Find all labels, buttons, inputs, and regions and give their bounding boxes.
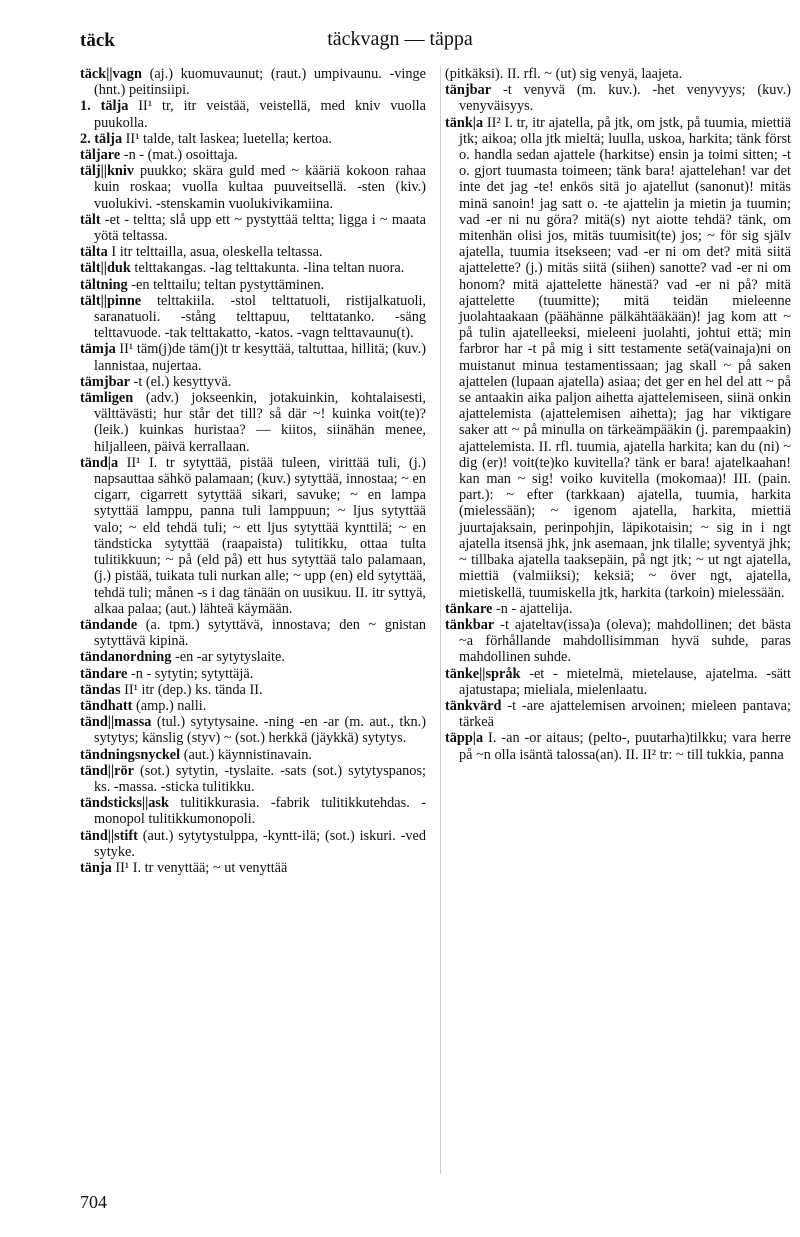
dictionary-entry <box>80 682 426 698</box>
dictionary-entry <box>445 601 791 617</box>
page-number: 704 <box>80 1192 107 1212</box>
entry-definition: (a. tpm.) sytyttävä, innostava; den ~ gnistan sytyttävä kipinä. <box>94 616 426 650</box>
entry-definition: telttakangas. -lag telttakunta. -lina teltan nuora. <box>130 260 405 277</box>
dictionary-entry <box>80 98 426 130</box>
dictionary-entry <box>80 341 426 373</box>
entry-headword: tänkbar <box>445 616 495 633</box>
dictionary-entry <box>80 795 426 827</box>
entry-headword: tänd||stift <box>80 827 138 844</box>
entry-headword: täpp|a <box>445 730 484 747</box>
column-divider <box>440 66 441 1174</box>
entry-definition: (aut.) sytytystulppa, -kyntt-ilä; (sot.) iskuri. -ved sytyke. <box>94 827 426 860</box>
dictionary-entry <box>445 66 791 82</box>
entry-definition: -en telttailu; teltan pystyttäminen. <box>127 276 325 293</box>
dictionary-entry <box>80 714 426 746</box>
entry-definition: II¹ talde, talt laskea; luetella; kertoa. <box>122 130 333 147</box>
entry-definition: -n - sytytin; sytyttäjä. <box>127 665 254 682</box>
dictionary-entry <box>80 455 426 617</box>
entry-definition: (pitkäksi). II. rfl. ~ (ut) sig venyä, laajeta. <box>445 66 683 82</box>
dictionary-entry <box>80 147 426 163</box>
entry-definition: -t -are ajattelemisen arvoinen; mieleen pantava; tärkeä <box>459 697 791 731</box>
dictionary-entry <box>445 82 791 114</box>
entry-definition: (aut.) käynnistinavain. <box>180 746 312 763</box>
entry-headword: tänkvärd <box>445 697 502 714</box>
entry-definition: -n - ajattelija. <box>492 600 573 617</box>
entry-definition: (amp.) nalli. <box>132 697 207 714</box>
entry-headword: tändande <box>80 616 138 633</box>
dictionary-entry <box>80 163 426 212</box>
entry-headword: tält <box>80 211 101 228</box>
entry-definition: -t (el.) kesyttyvä. <box>130 373 232 390</box>
entry-headword: tälta <box>80 244 108 261</box>
entry-headword: tälj||kniv <box>80 163 134 180</box>
entry-headword: tält||pinne <box>80 292 142 309</box>
entry-headword: tänjbar <box>445 82 492 99</box>
dictionary-entry <box>80 763 426 795</box>
entry-definition: puukko; skära guld med ~ kääriä kokoon rahaa kuin roskaa; vuolla kultaa puuveitsellä. -sten (kiv.) vuolukivi. -stenskamin vuolukivikamiina. <box>94 163 426 212</box>
entry-headword: tämjbar <box>80 373 131 390</box>
entry-definition: telttakiila. -stol telttatuoli, ristijalkatuoli, saranatuoli. -stång telttapuu, telttatanko. -säng telttavuode. -tak telttakatto, -katos. -vagn telttavaunu(t). <box>94 292 426 342</box>
entry-definition: (adv.) jokseenkin, jotakuinkin, kohtalaisesti, välttävästi; hur står det till? så där ~! kuinka voit(te)? (leik.) kuinkas huristaa? — kiitos, siinähän menee, hiljalleen, päivä kerrallaan. <box>94 390 426 455</box>
entry-headword: 2. tälja <box>80 130 123 147</box>
entry-headword: tändare <box>80 665 128 682</box>
entry-headword: tämligen <box>80 390 134 407</box>
entry-definition: II¹ täm(j)de täm(j)t tr kesyttää, taltuttaa, hillitä; (kuv.) lannistaa, nujertaa. <box>94 341 426 374</box>
entry-definition: II¹ itr (dep.) ks. tända II. <box>120 681 263 698</box>
entry-definition: -en -ar sytytyslaite. <box>171 649 285 666</box>
dictionary-entry <box>80 617 426 649</box>
dictionary-entry <box>80 66 426 98</box>
dictionary-entry <box>445 730 791 762</box>
dictionary-entry <box>80 828 426 860</box>
dictionary-entry <box>445 698 791 730</box>
entry-definition: -n - (mat.) osoittaja. <box>120 147 238 164</box>
dictionary-entry <box>445 115 791 601</box>
entry-headword: tänkare <box>445 600 493 617</box>
entry-headword: tämja <box>80 341 116 358</box>
entry-headword: täljare <box>80 147 121 164</box>
entry-headword: tänke||språk <box>445 665 521 682</box>
entry-definition: (aj.) kuomuvaunut; (raut.) umpivaunu. -vinge (hnt.) peitinsiipi. <box>94 66 426 99</box>
entry-range: täckvagn — täppa <box>327 28 473 50</box>
entry-headword: tändanordning <box>80 649 172 666</box>
entry-definition: tulitikkurasia. -fabrik tulitikkutehdas. -monopol tulitikkumonopoli. <box>94 795 426 828</box>
entry-headword: tänd||rör <box>80 762 134 779</box>
entry-headword: täck||vagn <box>80 66 142 82</box>
dictionary-entry <box>80 860 426 876</box>
dictionary-entry <box>80 277 426 293</box>
entry-definition: -et - mietelmä, mietelause, ajatelma. -sätt ajatustapa; mieliala, mielenlaatu. <box>459 665 791 698</box>
entry-definition: (tul.) sytytysaine. -ning -en -ar (m. aut., tkn.) sytytys; känslig (styv) ~ (sot.) herkkä (jäykkä) sytytys. <box>94 714 426 747</box>
right-column <box>445 66 791 763</box>
entry-headword: tältning <box>80 276 128 293</box>
dictionary-entry <box>80 747 426 763</box>
entry-definition: -et - teltta; slå upp ett ~ pystyttää teltta; ligga i ~ maata yötä teltassa. <box>94 211 426 245</box>
entry-headword: tänd|a <box>80 454 119 471</box>
dictionary-entry <box>445 666 791 698</box>
entry-definition: II² I. tr, itr ajatella, på jtk, om jstk, på tuumia, miettiä jtk; aikoa; olla jtk mieltä; luulla, uskoa, harkita; tänk först o. handla sedan ajattele (harkitse) ensin ja toimi sitten; -t o. gjort tuumasta toimeen; tänk bara! ajattelehan! var det inte det jag -te! enkös sitä jo ajatellut (sanonut)! mitäs minä sanoin! jag satt o. -te ajattelin ja mietin ja tuumin; vad -er ni nu göra? mitä(s) nyt aiotte tehdä? tänk, om mitenhän olisi jos, mitäs tuumisit(te) jos; ~ för sig själv ajatella, tuumia itsekseen; vad -er ni om det? mitä siitä ajattelette? (j.) mitäs siitä (siihen) sanotte? vad -er ni om honom? mitä ajattelette hänestä? vad -er ni på? mitä ajattelette (tuumitte); mitä teidän mieleenne juolahtaakaan (päähänne pälkähtääkään)! jag kom att ~ på tulin ajatelleeksi, mieleeni juolahti, johtui että; min farbror har -t på mig i sitt testamente setä(vainaja)ni on muistanut minua testamentissaan; jag skall ~ på saken ajattelen (lupaan ajatella) asiaa; det ger en hel del att ~ på se antaakin aika paljon aihetta ajattelemiseen, siinä onkin ajattelemista (ajattelemisen aihetta); jag har viktigare saker att ~ på minulla on tärkeämpääkin (j. parempaakin) ajattelemista. II. rfl. tuumia, ajatella harkita; kan du (ni) ~ dig (er)! voit(te)ko kuvitella? tänk er bara! ajatelkaahan! kan man ~ sig! voiko kuvitella (mokomaa)! III. (pain. part.): ~ efter (tarkkaan) ajatella, tuumia, harkita (mielessään); ~ igenom ajatella, harkita, miettiä juurtajaksain, perinpohjin, läpikotaisin; ~ sig in i ngt ajatella itsensä jhk, jnk asemaan, jnk tilalle; syventyä jhk; ~ tillbaka ajatella taaksepäin, på ngt jtk; ~ ut ngt ajatella, miettiä (valmiiksi); keksiä; ~ över ngt, ajatella, mietiskellä, tuumiskella jtk, harkita (tarkoin) mielessään. <box>459 114 791 601</box>
entry-definition: II¹ tr, itr veistää, veistellä, med kniv vuolla puukolla. <box>94 98 426 131</box>
entry-headword: tänja <box>80 859 112 876</box>
entry-headword: tält||duk <box>80 260 131 277</box>
dictionary-entry <box>80 260 426 276</box>
left-column <box>80 66 426 876</box>
entry-headword: tänd||massa <box>80 714 152 731</box>
dictionary-entry <box>80 293 426 342</box>
dictionary-entry <box>80 390 426 455</box>
dictionary-entry <box>80 666 426 682</box>
dictionary-entry <box>445 617 791 666</box>
entry-definition: -t venyvä (m. kuv.). -het venyvyys; (kuv.) venyväisyys. <box>459 82 791 115</box>
entry-headword: tändningsnyckel <box>80 746 181 763</box>
entry-definition: II¹ I. tr venyttää; ~ ut venyttää <box>111 859 288 876</box>
dictionary-entry <box>80 244 426 260</box>
entry-headword: tändsticks||ask <box>80 795 169 812</box>
entry-headword: tändas <box>80 681 121 698</box>
entry-definition: I itr telttailla, asua, oleskella teltassa. <box>107 244 323 261</box>
entry-definition: -t ajateltav(issa)a (oleva); mahdollinen; det bästa ~a förhållande mahdollisimman hyvä suhde, paras mahdollinen suhde. <box>459 616 791 666</box>
dictionary-entry <box>80 374 426 390</box>
guide-word: täck <box>80 30 115 51</box>
entry-headword: tändhatt <box>80 697 133 714</box>
dictionary-entry <box>80 212 426 244</box>
entry-headword: tänk|a <box>445 114 484 131</box>
entry-headword: 1. tälja <box>80 98 129 115</box>
entry-definition: II¹ I. tr sytyttää, pistää tuleen, virittää tuli, (j.) napsauttaa sähkö palamaan; (kuv.) sytyttää, innostaa; ~ en cigarr, cigarrett sytyttää sikari, savuke; ~ en lampa sytyttää lamppu, panna tuli lamppuun; ~ ljus sytyttää valo; ~ eld tehdä tuli; ~ ett ljus sytyttää kynttilä; ~ en tändsticka sytyttää (raapaista) tulitikku, ottaa tulta tulitikkuun; ~ på (eld på) ett hus sytyttää talo palamaan, (j.) pistää, tuikata tuli nurkan alle; ~ upp (en) eld sytyttää, tehdä tuli; månen -s i dag tänään on uusikuu. II. itr syttyä, alkaa palaa; (aut.) lähteä käymään. <box>94 454 426 617</box>
dictionary-entry <box>80 698 426 714</box>
entry-definition: I. -an -or aitaus; (pelto-, puutarha)tilkku; vara herre på ~n olla isäntä talossa(an). II. II² tr: ~ till tukkia, panna <box>459 730 791 763</box>
entry-definition: (sot.) sytytin, -tyslaite. -sats (sot.) sytytyspanos; ks. -massa. -sticka tulitikku. <box>94 762 426 795</box>
dictionary-entry <box>80 131 426 147</box>
dictionary-entry <box>80 649 426 665</box>
